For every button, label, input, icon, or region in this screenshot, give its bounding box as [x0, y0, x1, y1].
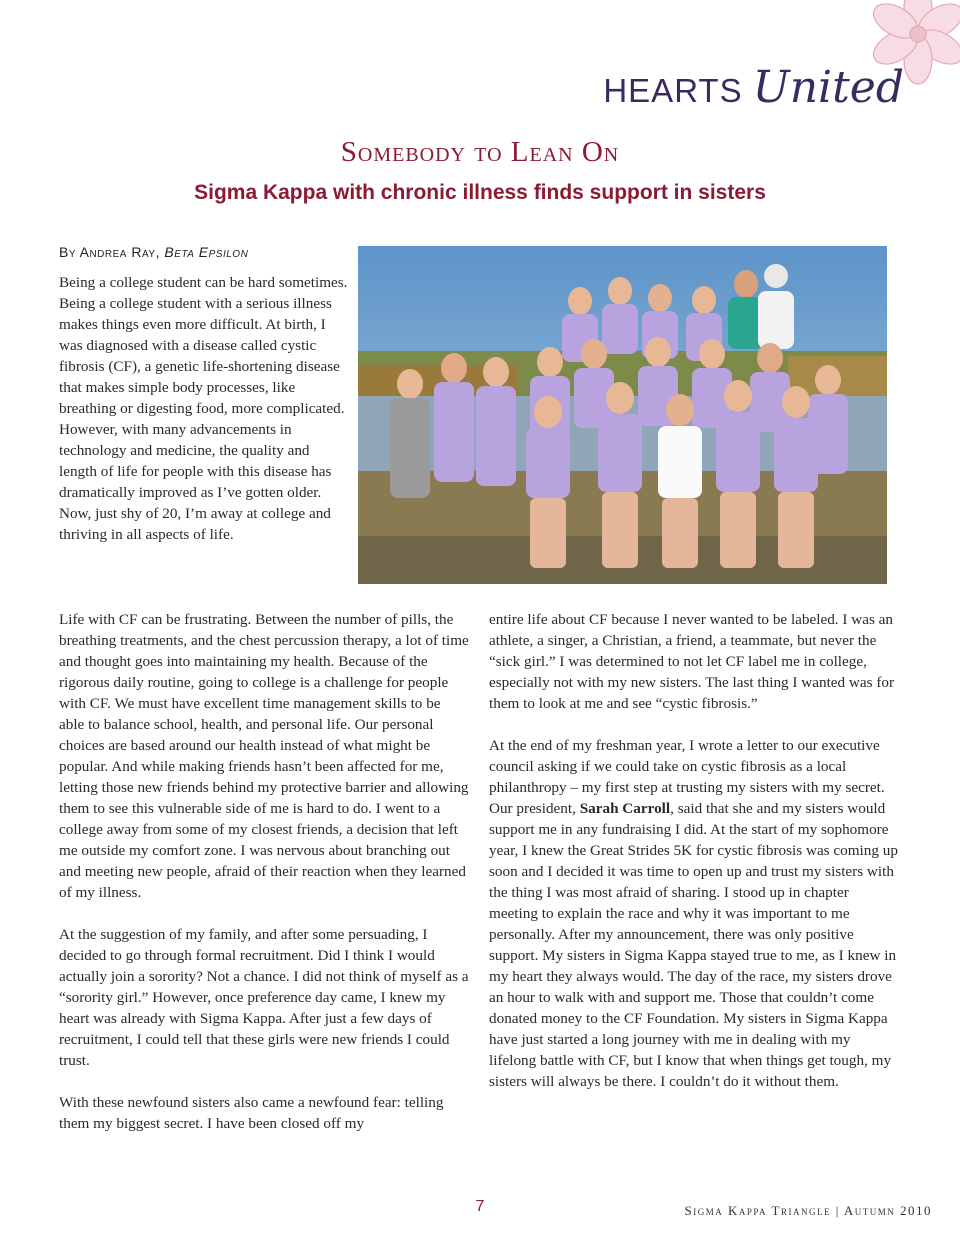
right-column: [489, 609, 901, 1113]
intro-paragraph: Being a college student can be hard sometimes. Being a college student with a serious illness makes things even more difficult. At birth, I was diagnosed with a disease called cystic fibrosis (CF), a genetic life-shortening disease that makes simple body processes, like breathing or digesting food, more complicated. However, with many advancements in technology and medicine, the quality and length of life for people with this disease has dramatically improved as I’ve gotten older. Now, just shy of 20, I’m away at college and thriving in all aspects of life.: [59, 274, 348, 543]
section-header-hearts: HEARTS: [603, 72, 743, 109]
group-photo: [358, 246, 887, 584]
right-paragraph-1: entire life about CF because I never wanted to be labeled. I was an athlete, a singer, a Christian, a friend, a teammate, but never the “sick girl.” I was determined to not let CF label me in college, especially not with my new sisters. The last thing I wanted was for them to look at me and see “cystic fibrosis.”: [489, 611, 895, 712]
byline: [59, 244, 248, 260]
left-column: [59, 609, 469, 1155]
byline-author: By Andrea Ray,: [59, 244, 160, 260]
right-paragraph-2-end: , said that she and my sisters would support me in any fundraising I did. At the start of my sophomore year, I knew the Great Strides 5K for cystic fibrosis was coming up soon and I decided it was time to open up and trust my sisters with the thing I was most afraid of sharing. I stood up in chapter meeting to explain the race and why it was important to me personally. After my announcement, there was only positive support. My sisters in Sigma Kappa stayed true to me, as I knew in my heart they always would. The day of the race, my sisters drove an hour to walk with and support me. Those that couldn’t come donated money to the CF Foundation. My sisters in Sigma Kappa have just started a long journey with me in dealing with my lifelong battle with CF, but I know that when things get tough, my sisters will always be there. I couldn’t do it without them.: [489, 800, 898, 1090]
right-paragraph-2-start: At the end of my freshman year, I wrote a letter to our executive council asking if we could take on cystic fibrosis as a local philanthropy – my first step at trusting my sisters with my secret. Our president,: [489, 737, 885, 817]
magazine-footer: Sigma Kappa Triangle | Autumn 2010: [684, 1203, 932, 1218]
left-paragraph-2: At the suggestion of my family, and after some persuading, I decided to go through formal recruitment. Did I think I would actually join a sorority? Not a chance. I did not think of myself as a “sorority girl.” However, once preference day came, I knew my heart was already with Sigma Kappa. After just a few days of recruitment, I could tell that these girls were new friends I could trust.: [59, 926, 469, 1069]
section-header: [603, 62, 904, 113]
byline-chapter: Beta Epsilon: [164, 244, 249, 260]
president-name: Sarah Carroll: [579, 800, 671, 817]
article-subtitle: Sigma Kappa with chronic illness finds support in sisters: [194, 181, 766, 204]
page-number: 7: [475, 1198, 485, 1215]
left-paragraph-3: With these newfound sisters also came a newfound fear: telling them my biggest secret. I have been closed off my: [59, 1094, 444, 1132]
section-header-united: United: [752, 62, 904, 113]
left-paragraph-1: Life with CF can be frustrating. Between the number of pills, the breathing treatments, and the chest percussion therapy, a lot of time and thought goes into maintaining my health. Because of the rigorous daily routine, going to college is a challenge for people with CF. We must have excellent time management skills to be able to balance school, health, and personal life. Our personal choices are based around our health instead of what might be popular. And while making friends hasn’t been affected for me, letting those new friends behind my protective barrier and allowing them to see this vulnerable side of me is hard to do. I went to a college away from some of my closest friends, a decision that left me outside my comfort zone. I was nervous about branching out and meeting new people, afraid of their reaction when they learned of my illness.: [59, 611, 469, 901]
article-title: Somebody to Lean On: [340, 136, 620, 168]
right-paragraph-2: [489, 735, 901, 1092]
